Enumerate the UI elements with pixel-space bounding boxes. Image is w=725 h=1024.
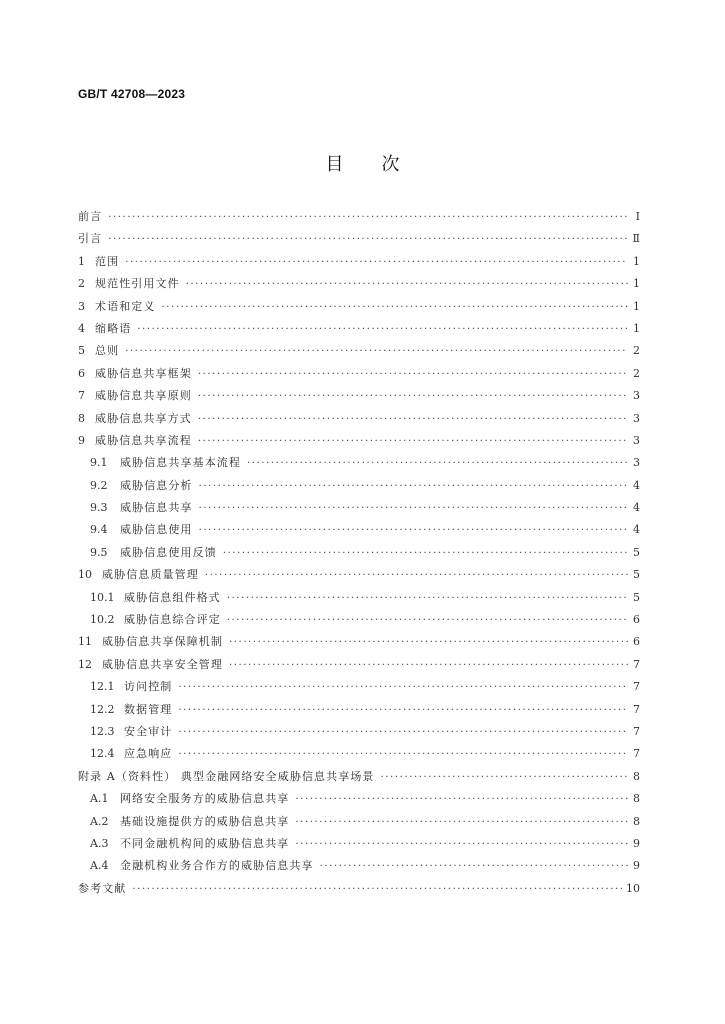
toc-dot-leader (132, 879, 622, 901)
toc-dot-leader (186, 274, 628, 296)
toc-dot-leader (199, 498, 628, 520)
toc-entry-page-number: 9 (633, 859, 640, 873)
toc-entry-number: 2 (78, 277, 85, 291)
toc-entry[interactable] (78, 251, 640, 273)
toc-entry[interactable] (78, 833, 640, 855)
toc-entry-title: 金融机构业务合作方的威胁信息共享 (120, 859, 314, 873)
toc-entry-number: 9.2 (90, 478, 108, 492)
toc-entry-number: A.4 (90, 859, 109, 873)
toc-entry[interactable] (78, 430, 640, 452)
toc-entry-page-number: 6 (633, 613, 640, 627)
toc-dot-leader (199, 520, 628, 542)
toc-entry[interactable] (78, 743, 640, 765)
toc-dot-leader (320, 856, 628, 878)
toc-entry[interactable] (78, 318, 640, 340)
toc-entry-page-number: 7 (633, 680, 640, 694)
toc-dot-leader (223, 543, 628, 565)
toc-entry-page-number: 4 (633, 523, 640, 537)
toc-entry-title: 引言 (78, 232, 103, 246)
toc-entry[interactable] (78, 609, 640, 631)
toc-entry-title: 网络安全服务方的威胁信息共享 (120, 792, 290, 806)
toc-entry-title: 威胁信息共享安全管理 (102, 657, 223, 671)
toc-entry[interactable] (78, 721, 640, 743)
toc-entry-number: 10.1 (90, 590, 115, 604)
toc-entry-page-number: 1 (633, 321, 640, 335)
toc-entry-page-number: 9 (633, 836, 640, 850)
toc-entry-page-number: 1 (633, 299, 640, 313)
toc-entry-number: 12.3 (90, 724, 115, 738)
toc-entry-page-number: 5 (633, 545, 640, 559)
toc-entry-number: 12.2 (90, 702, 115, 716)
toc-dot-leader (205, 565, 628, 587)
toc-entry-title: 威胁信息分析 (120, 478, 193, 492)
toc-entry[interactable] (78, 273, 640, 295)
table-of-contents (78, 206, 640, 900)
toc-dot-leader (162, 297, 629, 319)
toc-entry-title: 缩略语 (95, 321, 132, 335)
toc-dot-leader (178, 744, 628, 766)
toc-entry-title: 威胁信息共享基本流程 (120, 456, 241, 470)
toc-entry-page-number: 2 (633, 366, 640, 380)
document-code: GB/T 42708—2023 (78, 87, 186, 101)
toc-entry-title: 参考文献 (78, 881, 127, 895)
toc-entry-number: 4 (78, 321, 85, 335)
toc-dot-leader (229, 655, 628, 677)
toc-entry[interactable] (78, 206, 640, 228)
toc-entry-page-number: 5 (633, 590, 640, 604)
toc-entry-page-number: 7 (633, 747, 640, 761)
toc-entry-page-number: 1 (633, 277, 640, 291)
toc-entry-number: 9.1 (90, 456, 108, 470)
toc-entry-number: 6 (78, 366, 85, 380)
toc-dot-leader (229, 632, 628, 654)
toc-entry[interactable] (78, 631, 640, 653)
toc-entry-title: 访问控制 (124, 680, 173, 694)
toc-entry-number: 10 (78, 568, 92, 582)
toc-entry[interactable] (78, 497, 640, 519)
toc-entry-title: 威胁信息共享 (120, 501, 193, 515)
toc-entry-title: 威胁信息综合评定 (124, 613, 221, 627)
toc-entry-title: 附录 A（资料性） 典型金融网络安全威胁信息共享场景 (78, 769, 375, 783)
toc-entry-number: A.3 (90, 836, 109, 850)
toc-entry-number: 9.5 (90, 545, 108, 559)
toc-dot-leader (295, 789, 628, 811)
toc-entry-title: 威胁信息使用反馈 (120, 545, 217, 559)
toc-entry-page-number: Ⅱ (632, 232, 640, 246)
toc-title: 目次 (325, 154, 438, 175)
toc-entry-number: 9.3 (90, 501, 108, 515)
toc-dot-leader (137, 319, 628, 341)
toc-entry-page-number: 8 (633, 792, 640, 806)
toc-entry[interactable] (78, 654, 640, 676)
toc-entry[interactable] (78, 452, 640, 474)
toc-entry[interactable] (78, 385, 640, 407)
toc-entry-title: 威胁信息共享框架 (95, 366, 192, 380)
toc-entry-number: 1 (78, 254, 85, 268)
toc-entry-title: 规范性引用文件 (95, 277, 180, 291)
toc-entry-page-number: 4 (633, 478, 640, 492)
toc-entry-title: 威胁信息共享原则 (95, 389, 192, 403)
toc-entry-title: 前言 (78, 210, 103, 223)
toc-entry[interactable] (78, 855, 640, 877)
toc-entry-title: 基础设施提供方的威胁信息共享 (120, 814, 290, 828)
toc-entry-page-number: 6 (633, 635, 640, 649)
toc-dot-leader (198, 409, 628, 431)
toc-entry-number: A.2 (90, 814, 109, 828)
toc-entry-title: 威胁信息共享流程 (95, 433, 192, 447)
toc-entry-number: 12.1 (90, 680, 115, 694)
toc-entry-number: 12 (78, 657, 92, 671)
toc-dot-leader (247, 453, 628, 475)
toc-entry[interactable] (78, 340, 640, 362)
toc-dot-leader (178, 722, 628, 744)
toc-entry-title: 范围 (95, 254, 120, 268)
toc-dot-leader (199, 476, 628, 498)
toc-entry-title: 威胁信息使用 (120, 523, 193, 537)
toc-entry-page-number: 2 (633, 344, 640, 358)
toc-entry-page-number: 5 (633, 568, 640, 582)
toc-entry-title: 安全审计 (124, 724, 173, 738)
toc-dot-leader (178, 700, 628, 722)
toc-entry-number: 9 (78, 433, 85, 447)
toc-entry[interactable] (78, 878, 640, 900)
toc-entry-page-number: 7 (633, 724, 640, 738)
toc-entry-title: 应急响应 (124, 747, 173, 761)
toc-entry[interactable] (78, 766, 640, 788)
toc-dot-leader (295, 812, 628, 834)
toc-entry[interactable] (78, 564, 640, 586)
toc-dot-leader (125, 341, 628, 363)
toc-entry-page-number: 8 (633, 814, 640, 828)
toc-entry-title: 威胁信息共享方式 (95, 411, 192, 425)
toc-dot-leader (227, 610, 628, 632)
toc-entry-number: 8 (78, 411, 85, 425)
toc-entry-title: 数据管理 (124, 702, 173, 716)
toc-entry[interactable] (78, 363, 640, 385)
toc-entry-page-number: Ⅰ (635, 210, 640, 223)
toc-entry[interactable] (78, 228, 640, 250)
toc-entry-number: 3 (78, 299, 85, 313)
toc-entry-title: 威胁信息质量管理 (102, 568, 199, 582)
toc-dot-leader (198, 364, 628, 386)
toc-dot-leader (295, 834, 628, 856)
toc-entry-number: 11 (78, 635, 92, 649)
toc-entry-number: 10.2 (90, 613, 115, 627)
toc-dot-leader (227, 588, 628, 610)
toc-entry-number: 7 (78, 389, 85, 403)
toc-entry-page-number: 3 (633, 433, 640, 447)
toc-dot-leader (381, 767, 628, 789)
toc-entry[interactable] (78, 408, 640, 430)
toc-dot-leader (198, 431, 628, 453)
toc-entry-page-number: 4 (633, 501, 640, 515)
toc-entry-page-number: 3 (633, 456, 640, 470)
toc-entry-title: 总则 (95, 344, 120, 358)
toc-dot-leader (178, 677, 628, 699)
toc-entry[interactable] (78, 788, 640, 810)
toc-entry[interactable] (78, 699, 640, 721)
toc-entry-page-number: 1 (633, 254, 640, 268)
toc-entry-number: A.1 (90, 792, 109, 806)
toc-entry[interactable] (78, 296, 640, 318)
toc-entry-page-number: 8 (633, 769, 640, 783)
toc-entry-number: 12.4 (90, 747, 115, 761)
toc-entry-number: 5 (78, 344, 85, 358)
toc-entry-title: 威胁信息组件格式 (124, 590, 221, 604)
toc-entry-page-number: 3 (633, 411, 640, 425)
toc-entry-number: 9.4 (90, 523, 108, 537)
toc-entry[interactable] (78, 475, 640, 497)
toc-entry-page-number: 7 (633, 702, 640, 716)
toc-entry-page-number: 3 (633, 389, 640, 403)
toc-entry-page-number: 10 (626, 881, 640, 895)
toc-entry-title: 不同金融机构间的威胁信息共享 (120, 836, 290, 850)
toc-entry[interactable] (78, 587, 640, 609)
toc-dot-leader (108, 229, 628, 251)
toc-entry-title: 术语和定义 (95, 299, 156, 313)
toc-entry[interactable] (78, 542, 640, 564)
toc-dot-leader (108, 207, 628, 229)
toc-entry[interactable] (78, 676, 640, 698)
toc-dot-leader (198, 386, 628, 408)
toc-entry-title: 威胁信息共享保障机制 (102, 635, 223, 649)
toc-entry-page-number: 7 (633, 657, 640, 671)
toc-entry[interactable] (78, 811, 640, 833)
toc-entry[interactable] (78, 519, 640, 541)
toc-dot-leader (125, 252, 628, 274)
